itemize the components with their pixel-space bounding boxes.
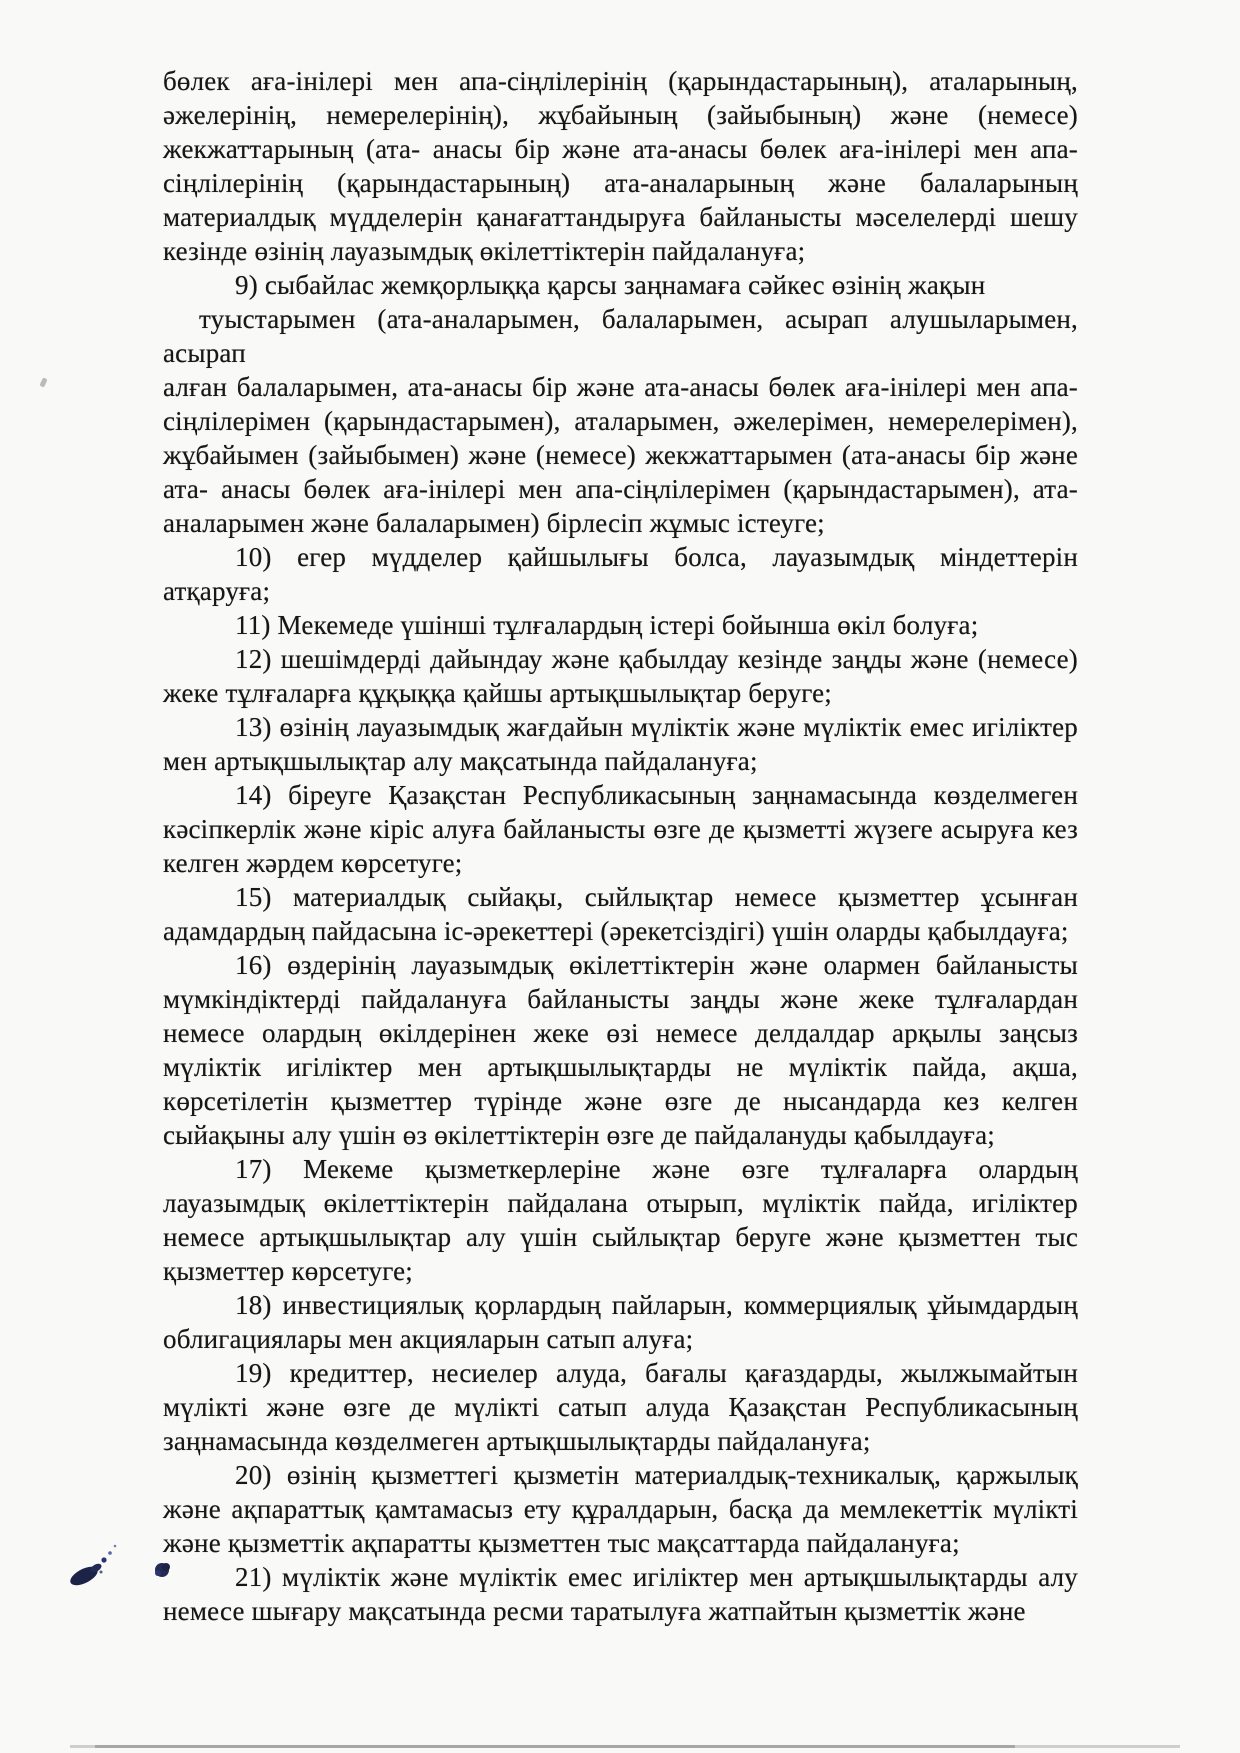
paragraph-4: асырап bbox=[163, 338, 246, 368]
paragraph-8: 12) шешімдерді дайындау және қабылдау кезінде заңды және (немесе) жеке тұлғаларға құқыққа қайшы артықшылықтар беруге; bbox=[163, 644, 1078, 708]
paragraph-16: 20) өзінің қызметтегі қызметін материалдық-техникалық, қаржылық және ақпараттық қамтамасыз ету құралдарын, басқа да мемлекеттік мүлікті және қызметтік ақпаратты қызметтен тыс мақсаттарда пайдалануға; bbox=[163, 1460, 1078, 1558]
paragraph-5: алған балаларымен, ата-анасы бір және ата-анасы бөлек аға-інілері мен апа-сіңлілерімен (қарындастарымен), аталарымен, әжелерімен, немерелерімен), жұбайымен (зайыбымен) және (немесе) жекжаттарымен (ата-анасы бір және ата- анасы бөлек аға-інілері мен апа-сіңлілерімен (қарындастарымен), ата-аналарымен және балаларымен) бірлесіп жұмыс істеуге; bbox=[163, 372, 1078, 538]
paragraph-7: 11) Мекемеде үшінші тұлғалардың істері бойынша өкіл болуға; bbox=[235, 610, 979, 640]
paragraph-12: 16) өздерінің лауазымдық өкілеттіктерін және олармен байланысты мүмкіндіктерді пайдалануға байланысты заңды және жеке тұлғалардан немесе олардың өкілдерінен жеке өзі немесе делдалдар арқылы заңсыз мүліктік игіліктер мен артықшылықтарды не мүліктік пайда, ақша, көрсетілетін қызметтер түрінде және өзге де нысандарда кез келген сыйақыны алу үшін өз өкілеттіктерін өзге де пайдалануды қабылдауға; bbox=[163, 950, 1078, 1150]
paragraph-17: 21) мүліктік және мүліктік емес игіліктер мен артықшылықтарды алу немесе шығару мақсатында ресми таратылуға жатпайтын қызметтік және bbox=[163, 1562, 1078, 1626]
scan-speck bbox=[39, 377, 47, 387]
paragraph-2: 9) сыбайлас жемқорлыққа қарсы заңнамаға сәйкес өзінің жақын bbox=[235, 270, 986, 300]
paragraph-11: 15) материалдық сыйақы, сыйлықтар немесе қызметтер ұсынған адамдардың пайдасына іс-әрекеттері (әрекетсіздігі) үшін оларды қабылдауға; bbox=[163, 882, 1078, 946]
paragraph-14: 18) инвестициялық қорлардың пайларын, коммерциялық ұйымдардың облигациялары мен акцияларын сатып алуға; bbox=[163, 1290, 1078, 1354]
paragraph-10: 14) біреуге Қазақстан Республикасының заңнамасында көзделмеген кәсіпкерлік және кіріс алуға байланысты өзге де қызметті жүзеге асыруға кез келген жәрдем көрсетуге; bbox=[163, 780, 1078, 878]
paragraph-9: 13) өзінің лауазымдық жағдайын мүліктік және мүліктік емес игіліктер мен артықшылықтар алу мақсатында пайдалануға; bbox=[163, 712, 1078, 776]
paragraph-1: бөлек аға-інілері мен апа-сіңлілерінің (қарындастарының), аталарының, әжелерінің, немерелерінің), жұбайының (зайыбының) және (немесе) жекжаттарының (ата- анасы бір және ата-анасы бөлек аға-інілері мен апа-сіңлілерінің (қарындастарының) ата-аналарының және балаларының материалдық мүдделерін қанағаттандыруға байланысты мәселелерді шешу кезінде өзінің лауазымдық өкілеттіктерін пайдалануға; bbox=[163, 66, 1078, 266]
paragraph-3: туыстарымен (ата-аналарымен, балаларымен, асырап алушыларымен, bbox=[199, 304, 1078, 334]
paragraph-6: 10) егер мүдделер қайшылығы болса, лауазымдық міндеттерін атқаруға; bbox=[163, 542, 1078, 606]
paragraph-15: 19) кредиттер, несиелер алуда, бағалы қағаздарды, жылжымайтын мүлікті және өзге де мүлікті сатып алуда Қазақстан Республикасының заңнамасында көзделмеген артықшылықтарды пайдалануға; bbox=[163, 1358, 1078, 1456]
bottom-scan-line-dark-segment bbox=[95, 1745, 1015, 1748]
document-text-block bbox=[163, 64, 1078, 1628]
paragraph-13: 17) Мекеме қызметкерлеріне және өзге тұлғаларға олардың лауазымдық өкілеттіктерін пайдалана отырып, мүліктік пайда, игіліктер немесе артықшылықтар алу үшін сыйлықтар беруге және қызметтен тыс қызметтер көрсетуге; bbox=[163, 1154, 1078, 1286]
